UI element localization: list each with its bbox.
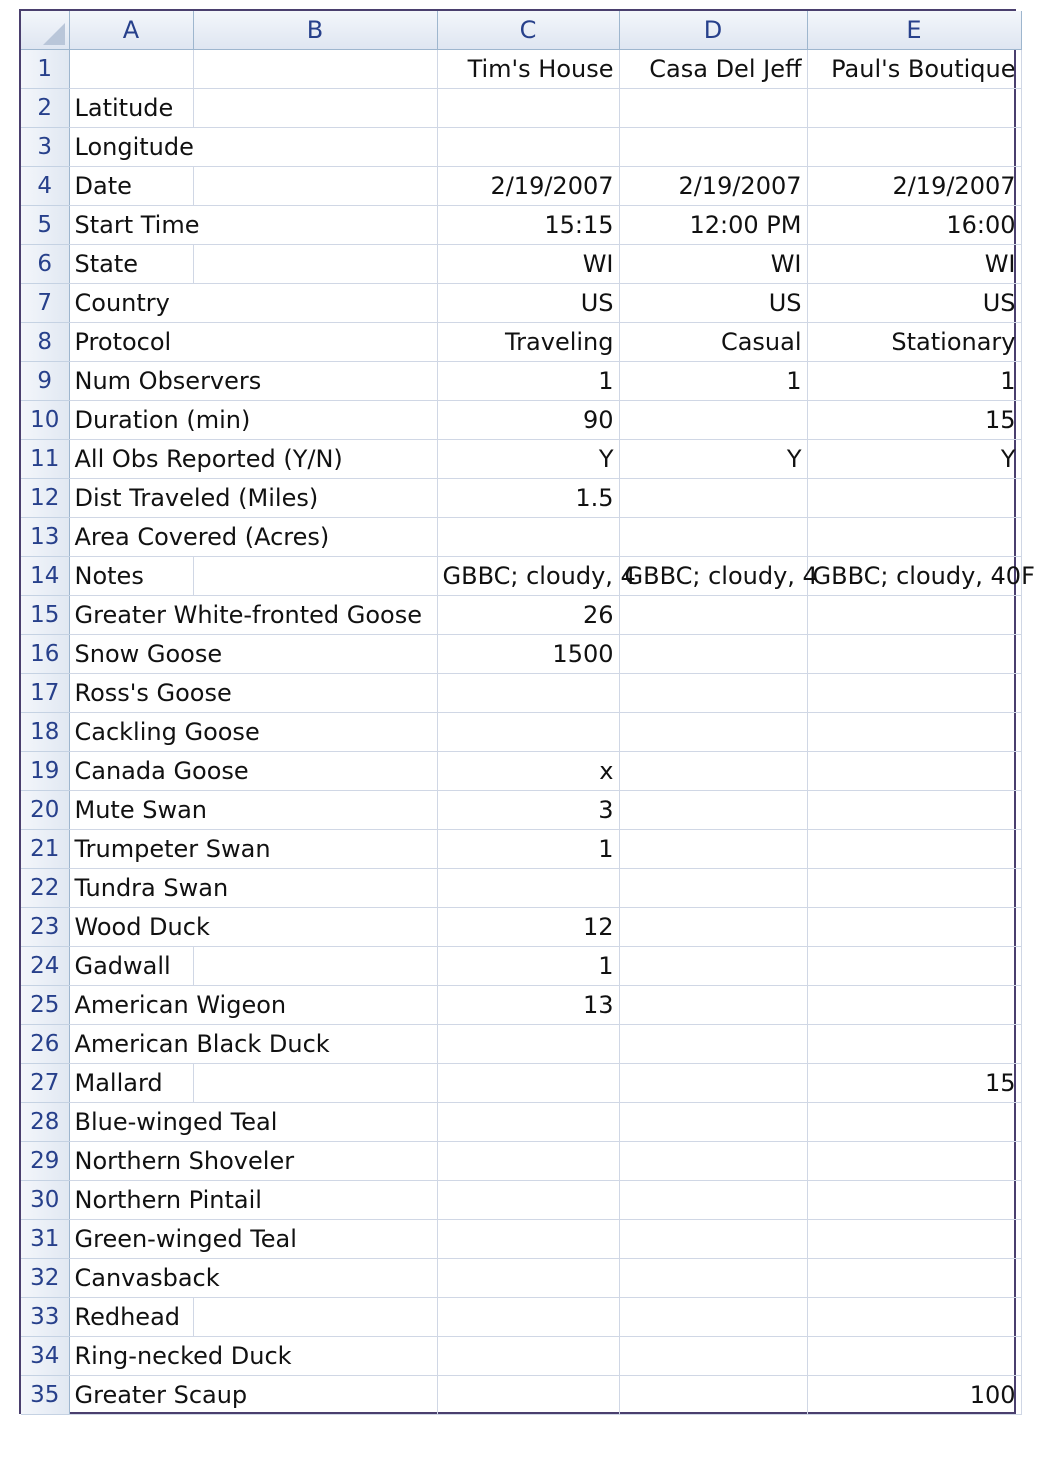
cell-c[interactable]: 90 — [437, 401, 619, 440]
cell-c[interactable] — [437, 674, 619, 713]
cell-a-text: Num Observers — [75, 367, 266, 395]
table-row — [21, 206, 1021, 245]
cell-a[interactable] — [69, 947, 193, 986]
cell-e[interactable]: Paul's Boutique — [807, 50, 1021, 89]
cell-e[interactable] — [807, 986, 1021, 1025]
cell-a-text: Start Time — [75, 211, 204, 239]
row-header[interactable]: 11 — [21, 440, 69, 479]
cell-a-text: American Wigeon — [75, 991, 291, 1019]
cell-c[interactable]: 15:15 — [437, 206, 619, 245]
cell-a[interactable] — [69, 1142, 295, 1181]
cell-a-text: Country — [75, 289, 174, 317]
cell-a[interactable] — [69, 713, 260, 752]
cell-e[interactable] — [807, 518, 1021, 557]
row-header[interactable]: 21 — [21, 830, 69, 869]
cell-d[interactable] — [619, 479, 807, 518]
table-row — [21, 635, 1021, 674]
cell-a[interactable] — [69, 440, 343, 479]
cell-a[interactable] — [69, 50, 193, 89]
table-row — [21, 947, 1021, 986]
cell-e[interactable] — [807, 1181, 1021, 1220]
cell-d[interactable]: Casual — [619, 323, 807, 362]
cell-a-text: Canvasback — [75, 1264, 224, 1292]
cell-a[interactable] — [69, 167, 193, 206]
cell-c[interactable]: Tim's House — [437, 50, 619, 89]
row-header[interactable]: 18 — [21, 713, 69, 752]
cell-a[interactable] — [69, 1220, 297, 1259]
cell-c[interactable]: 2/19/2007 — [437, 167, 619, 206]
cell-b[interactable] — [193, 323, 437, 362]
cell-e[interactable] — [807, 1220, 1021, 1259]
row-header[interactable]: 32 — [21, 1259, 69, 1298]
cell-a[interactable] — [69, 1064, 193, 1103]
cell-d[interactable] — [619, 752, 807, 791]
cell-table — [21, 11, 1035, 1415]
cell-a-text: Latitude — [75, 94, 178, 122]
table-row — [21, 479, 1021, 518]
cell-d[interactable] — [619, 869, 807, 908]
cell-a-text: All Obs Reported (Y/N) — [75, 445, 347, 473]
cell-d[interactable] — [619, 1103, 807, 1142]
cell-c[interactable]: Y — [437, 440, 619, 479]
table-row — [21, 1259, 1021, 1298]
cell-d[interactable] — [619, 635, 807, 674]
row-header[interactable]: 23 — [21, 908, 69, 947]
cell-d[interactable] — [619, 830, 807, 869]
row-header[interactable]: 4 — [21, 167, 69, 206]
cell-e[interactable]: 100 — [807, 1376, 1021, 1415]
cell-d[interactable]: Casa Del Jeff — [619, 50, 807, 89]
table-row — [21, 128, 1021, 167]
cell-a[interactable] — [69, 362, 262, 401]
row-header[interactable]: 15 — [21, 596, 69, 635]
row-header[interactable]: 16 — [21, 635, 69, 674]
cell-a[interactable] — [69, 1181, 262, 1220]
cell-d[interactable] — [619, 674, 807, 713]
cell-b[interactable] — [193, 128, 437, 167]
cell-c[interactable]: US — [437, 284, 619, 323]
row-header[interactable]: 1 — [21, 50, 69, 89]
cell-d[interactable]: Y — [619, 440, 807, 479]
cell-e[interactable] — [807, 1142, 1021, 1181]
cell-d[interactable] — [619, 713, 807, 752]
cell-b[interactable] — [193, 284, 437, 323]
cell-b[interactable] — [193, 947, 437, 986]
cell-a-text: State — [75, 250, 143, 278]
table-row — [21, 1376, 1021, 1415]
cell-e[interactable] — [807, 1298, 1021, 1337]
cell-e[interactable]: 15 — [807, 1064, 1021, 1103]
cell-c[interactable]: Traveling — [437, 323, 619, 362]
table-row — [21, 1064, 1021, 1103]
cell-e[interactable] — [807, 128, 1021, 167]
cell-a[interactable] — [69, 518, 330, 557]
cell-c[interactable]: GBBC; cloudy, 4 — [437, 557, 619, 596]
table-row — [21, 1337, 1021, 1376]
cell-a-text: Dist Traveled (Miles) — [75, 484, 323, 512]
table-row — [21, 557, 1021, 596]
cell-d[interactable] — [619, 1142, 807, 1181]
cell-c[interactable] — [437, 1298, 619, 1337]
table-row — [21, 752, 1021, 791]
cell-d[interactable] — [619, 986, 807, 1025]
cell-d[interactable] — [619, 401, 807, 440]
table-row — [21, 908, 1021, 947]
cell-b[interactable] — [193, 245, 437, 284]
row-header[interactable]: 26 — [21, 1025, 69, 1064]
cell-d[interactable] — [619, 128, 807, 167]
row-header[interactable]: 17 — [21, 674, 69, 713]
table-row — [21, 245, 1021, 284]
row-header[interactable]: 13 — [21, 518, 69, 557]
cell-a[interactable] — [69, 908, 210, 947]
cell-a-text: Blue-winged Teal — [75, 1108, 282, 1136]
cell-c[interactable]: 12 — [437, 908, 619, 947]
cell-d[interactable] — [619, 89, 807, 128]
row-header[interactable]: 7 — [21, 284, 69, 323]
cell-d[interactable] — [619, 947, 807, 986]
cell-e[interactable] — [807, 1103, 1021, 1142]
cell-e[interactable] — [807, 791, 1021, 830]
cell-a-text: Northern Pintail — [75, 1186, 266, 1214]
table-row — [21, 674, 1021, 713]
column-header-row — [21, 11, 1021, 50]
cell-e[interactable]: 15 — [807, 401, 1021, 440]
cell-e[interactable] — [807, 1025, 1021, 1064]
cell-a-text: Snow Goose — [75, 640, 227, 668]
cell-d[interactable] — [619, 1181, 807, 1220]
row-header[interactable]: 22 — [21, 869, 69, 908]
table-row — [21, 596, 1021, 635]
cell-a[interactable] — [69, 752, 249, 791]
cell-a-text: Wood Duck — [75, 913, 214, 941]
table-row — [21, 167, 1021, 206]
cell-a-text: Area Covered (Acres) — [75, 523, 334, 551]
cell-d[interactable]: US — [619, 284, 807, 323]
cell-c[interactable] — [437, 89, 619, 128]
table-row — [21, 1142, 1021, 1181]
table-row — [21, 518, 1021, 557]
cell-a[interactable] — [69, 1103, 278, 1142]
cell-a[interactable] — [69, 89, 193, 128]
cell-d[interactable] — [619, 908, 807, 947]
table-row — [21, 869, 1021, 908]
table-row — [21, 284, 1021, 323]
table-row — [21, 791, 1021, 830]
cell-e[interactable]: 16:00 — [807, 206, 1021, 245]
cell-d[interactable]: WI — [619, 245, 807, 284]
cell-c[interactable]: x — [437, 752, 619, 791]
row-header[interactable]: 27 — [21, 1064, 69, 1103]
cell-a[interactable] — [69, 206, 200, 245]
cell-b[interactable] — [193, 557, 437, 596]
cell-b[interactable] — [193, 167, 437, 206]
row-header[interactable]: 25 — [21, 986, 69, 1025]
cell-a-text: Gadwall — [75, 952, 175, 980]
cell-e[interactable]: US — [807, 284, 1021, 323]
cell-a[interactable] — [69, 635, 223, 674]
cell-c[interactable] — [437, 1220, 619, 1259]
cell-a-text: Longitude — [75, 133, 198, 161]
cell-b[interactable] — [193, 89, 437, 128]
cell-b[interactable] — [193, 1064, 437, 1103]
cell-b[interactable] — [193, 1259, 437, 1298]
column-header-d[interactable]: D — [619, 11, 807, 50]
cell-d[interactable]: 1 — [619, 362, 807, 401]
row-header[interactable]: 24 — [21, 947, 69, 986]
cell-c[interactable] — [437, 1103, 619, 1142]
cell-e[interactable] — [807, 479, 1021, 518]
cell-e[interactable]: WI — [807, 245, 1021, 284]
cell-e[interactable]: GBBC; cloudy, 40F — [807, 557, 1021, 596]
cell-c[interactable] — [437, 713, 619, 752]
row-header[interactable]: 5 — [21, 206, 69, 245]
column-header-e[interactable]: E — [807, 11, 1021, 50]
cell-d[interactable]: GBBC; cloudy, 4 — [619, 557, 807, 596]
cell-a[interactable] — [69, 401, 251, 440]
cell-d[interactable] — [619, 1337, 807, 1376]
cell-e[interactable] — [807, 674, 1021, 713]
cell-d[interactable] — [619, 1025, 807, 1064]
select-all-icon — [43, 23, 65, 45]
cell-b[interactable] — [193, 206, 437, 245]
row-header[interactable]: 31 — [21, 1220, 69, 1259]
cell-e[interactable] — [807, 1259, 1021, 1298]
cell-c[interactable]: 1.5 — [437, 479, 619, 518]
cell-a[interactable] — [69, 557, 193, 596]
cell-b[interactable] — [193, 908, 437, 947]
cell-b[interactable] — [193, 791, 437, 830]
cell-d[interactable] — [619, 1064, 807, 1103]
cell-e[interactable] — [807, 713, 1021, 752]
table-row — [21, 323, 1021, 362]
table-row — [21, 440, 1021, 479]
table-row — [21, 89, 1021, 128]
cell-d[interactable] — [619, 1376, 807, 1415]
cell-d[interactable]: 2/19/2007 — [619, 167, 807, 206]
cell-e[interactable]: Stationary — [807, 323, 1021, 362]
cell-c[interactable] — [437, 1259, 619, 1298]
select-all-corner[interactable] — [21, 11, 69, 50]
cell-a-text: Duration (min) — [75, 406, 255, 434]
cell-c[interactable] — [437, 1376, 619, 1415]
cell-d[interactable] — [619, 1298, 807, 1337]
cell-a[interactable] — [69, 674, 232, 713]
cell-c[interactable] — [437, 1142, 619, 1181]
cell-a-text: Mallard — [75, 1069, 167, 1097]
cell-a-text: Northern Shoveler — [75, 1147, 299, 1175]
cell-a-text: Date — [75, 172, 136, 200]
cell-e[interactable] — [807, 752, 1021, 791]
cell-a-text: Trumpeter Swan — [75, 835, 275, 863]
cell-c[interactable]: 1 — [437, 830, 619, 869]
cell-a-text: Greater White-fronted Goose — [75, 601, 426, 629]
cell-c[interactable]: 3 — [437, 791, 619, 830]
cell-a-text: Canada Goose — [75, 757, 253, 785]
row-header[interactable]: 12 — [21, 479, 69, 518]
table-row — [21, 362, 1021, 401]
row-header[interactable]: 14 — [21, 557, 69, 596]
row-header[interactable]: 19 — [21, 752, 69, 791]
row-header[interactable]: 29 — [21, 1142, 69, 1181]
cell-d[interactable] — [619, 1220, 807, 1259]
cell-a-text: Notes — [75, 562, 148, 590]
table-row — [21, 986, 1021, 1025]
row-header[interactable]: 28 — [21, 1103, 69, 1142]
row-header[interactable]: 9 — [21, 362, 69, 401]
cell-c[interactable] — [437, 518, 619, 557]
cell-c[interactable] — [437, 1025, 619, 1064]
cell-a[interactable] — [69, 1259, 220, 1298]
cell-d[interactable]: 12:00 PM — [619, 206, 807, 245]
cell-c[interactable] — [437, 1181, 619, 1220]
cell-a-text: Protocol — [75, 328, 176, 356]
table-row — [21, 50, 1021, 89]
row-header[interactable]: 34 — [21, 1337, 69, 1376]
table-row — [21, 401, 1021, 440]
cell-e[interactable] — [807, 596, 1021, 635]
table-row — [21, 713, 1021, 752]
row-header[interactable]: 2 — [21, 89, 69, 128]
table-row — [21, 830, 1021, 869]
cell-a-text: Redhead — [75, 1303, 185, 1331]
cell-c[interactable]: 13 — [437, 986, 619, 1025]
cell-a-text: Ring-necked Duck — [75, 1342, 296, 1370]
cell-a[interactable] — [69, 128, 193, 167]
cell-c[interactable]: 26 — [437, 596, 619, 635]
cell-d[interactable] — [619, 791, 807, 830]
cell-e[interactable] — [807, 908, 1021, 947]
row-header[interactable]: 20 — [21, 791, 69, 830]
cell-e[interactable] — [807, 830, 1021, 869]
column-header-b[interactable]: B — [193, 11, 437, 50]
cell-a[interactable] — [69, 986, 287, 1025]
cell-d[interactable] — [619, 518, 807, 557]
row-header[interactable]: 35 — [21, 1376, 69, 1415]
cell-a[interactable] — [69, 596, 422, 635]
cell-a[interactable] — [69, 284, 193, 323]
cell-a-text: Mute Swan — [75, 796, 212, 824]
cell-c[interactable] — [437, 1337, 619, 1376]
cell-a[interactable] — [69, 245, 193, 284]
table-row — [21, 1025, 1021, 1064]
cell-e[interactable] — [807, 89, 1021, 128]
cell-e[interactable] — [807, 635, 1021, 674]
cell-a-text: Greater Scaup — [75, 1381, 252, 1409]
row-header[interactable]: 10 — [21, 401, 69, 440]
cell-c[interactable] — [437, 869, 619, 908]
cell-a[interactable] — [69, 1337, 292, 1376]
cell-a-text: Green-winged Teal — [75, 1225, 301, 1253]
cell-c[interactable]: 1 — [437, 362, 619, 401]
row-header[interactable]: 6 — [21, 245, 69, 284]
spreadsheet-grid — [19, 9, 1035, 1414]
cell-a[interactable] — [69, 869, 229, 908]
cell-a-text: Cackling Goose — [75, 718, 264, 746]
cell-a-text: Ross's Goose — [75, 679, 236, 707]
cell-c[interactable] — [437, 1064, 619, 1103]
row-header[interactable]: 33 — [21, 1298, 69, 1337]
table-row — [21, 1103, 1021, 1142]
cell-e[interactable]: Y — [807, 440, 1021, 479]
cell-c[interactable] — [437, 128, 619, 167]
grid-body — [21, 50, 1035, 1415]
cell-a-text: Tundra Swan — [75, 874, 233, 902]
cell-e[interactable]: 1 — [807, 362, 1021, 401]
cell-d[interactable] — [619, 1259, 807, 1298]
table-row — [21, 1220, 1021, 1259]
row-header[interactable]: 3 — [21, 128, 69, 167]
cell-b[interactable] — [193, 50, 437, 89]
column-header-c[interactable]: C — [437, 11, 619, 50]
cell-e[interactable] — [807, 947, 1021, 986]
cell-b[interactable] — [193, 1298, 437, 1337]
cell-a[interactable] — [69, 1025, 330, 1064]
cell-b[interactable] — [193, 635, 437, 674]
row-header[interactable]: 8 — [21, 323, 69, 362]
cell-a-text — [75, 55, 79, 83]
cell-c[interactable]: WI — [437, 245, 619, 284]
cell-a[interactable] — [69, 791, 208, 830]
cell-d[interactable] — [619, 596, 807, 635]
cell-a-text: American Black Duck — [75, 1030, 334, 1058]
table-row — [21, 1181, 1021, 1220]
cell-c[interactable]: 1500 — [437, 635, 619, 674]
table-row — [21, 1298, 1021, 1337]
cell-c[interactable]: 1 — [437, 947, 619, 986]
column-header-a[interactable]: A — [69, 11, 193, 50]
cell-a[interactable] — [69, 323, 193, 362]
row-header[interactable]: 30 — [21, 1181, 69, 1220]
cell-a[interactable] — [69, 1376, 248, 1415]
cell-a[interactable] — [69, 479, 319, 518]
cell-e[interactable] — [807, 1337, 1021, 1376]
cell-e[interactable]: 2/19/2007 — [807, 167, 1021, 206]
cell-a[interactable] — [69, 830, 271, 869]
cell-e[interactable] — [807, 869, 1021, 908]
cell-a[interactable] — [69, 1298, 193, 1337]
